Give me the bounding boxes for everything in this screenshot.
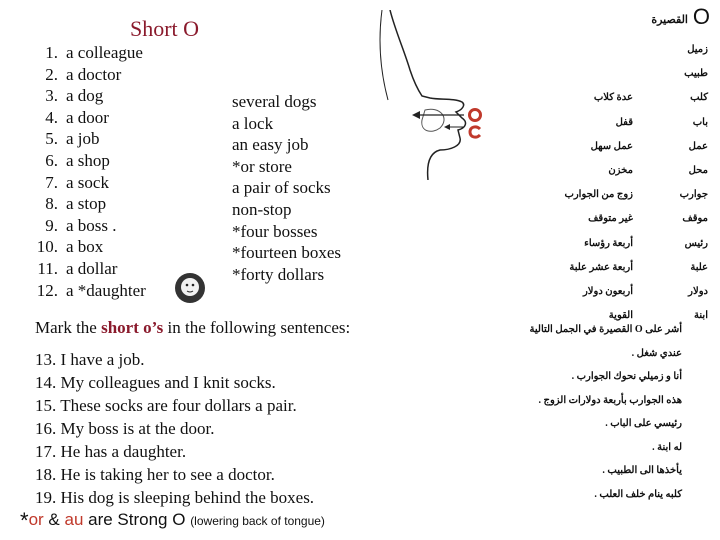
arabic-word: رئيس bbox=[684, 237, 708, 249]
word-number: 6. bbox=[45, 150, 58, 170]
mouth-profile-illustration bbox=[370, 10, 510, 180]
instruction-after: in the following sentences: bbox=[163, 318, 351, 337]
footnote-mid: are Strong O bbox=[83, 510, 191, 529]
arabic-list-item bbox=[564, 86, 708, 110]
word-list-item bbox=[30, 215, 180, 237]
arabic-phrase: مخزن bbox=[608, 164, 633, 176]
word-number: 11. bbox=[37, 258, 58, 278]
word-number: 4. bbox=[45, 107, 58, 127]
arabic-phrase: قفل bbox=[615, 116, 633, 128]
sentence: 14. My colleagues and I knit socks. bbox=[35, 373, 276, 392]
word-text: a shop bbox=[66, 150, 110, 170]
arrow-icon bbox=[412, 105, 472, 145]
arabic-list-item bbox=[564, 183, 708, 207]
word-text: a box bbox=[66, 237, 104, 257]
plural-item: a pair of socks bbox=[232, 178, 331, 198]
arabic-word: محل bbox=[688, 164, 708, 176]
sentence: 13. I have a job. bbox=[35, 350, 145, 369]
word-number: 12. bbox=[36, 280, 58, 300]
word-text: a boss . bbox=[66, 215, 117, 235]
sentence: 19. His dog is sleeping behind the boxes. bbox=[35, 488, 315, 507]
instruction bbox=[35, 318, 350, 338]
page-title: Short O bbox=[130, 16, 200, 41]
arabic-list-item bbox=[564, 135, 708, 159]
arabic-word-list bbox=[564, 38, 708, 328]
footnote bbox=[20, 508, 325, 534]
word-list-item bbox=[30, 280, 180, 302]
arabic-phrase: عدة كلاب bbox=[593, 92, 633, 104]
arabic-sentence: أشر على O القصيرة في الجمل التالية bbox=[529, 324, 682, 335]
arabic-list-item bbox=[564, 256, 708, 280]
sentence: 18. He is taking her to see a doctor. bbox=[35, 465, 275, 484]
arabic-sentence: رئيسي على الباب . bbox=[605, 418, 682, 429]
sentence: 17. He has a daughter. bbox=[35, 442, 187, 461]
arabic-word: جوارب bbox=[679, 189, 708, 201]
word-list-item bbox=[30, 150, 180, 172]
arabic-word: كلب bbox=[690, 92, 708, 104]
arabic-list-item bbox=[564, 111, 708, 135]
footnote-note: (lowering back of tongue) bbox=[190, 514, 325, 528]
sentence-list bbox=[35, 348, 314, 509]
instruction-highlight: short o’s bbox=[101, 318, 164, 337]
arabic-list-item bbox=[564, 159, 708, 183]
word-text: a dog bbox=[66, 86, 104, 106]
footnote-amp: & bbox=[43, 510, 65, 529]
arabic-phrase: أربعة عشر علبة bbox=[569, 261, 633, 273]
word-number: 7. bbox=[45, 172, 58, 192]
word-list-item bbox=[30, 258, 180, 280]
arabic-sentence: له ابنة . bbox=[652, 441, 682, 453]
arabic-sentence: عندي شغل . bbox=[631, 347, 682, 359]
word-list-item bbox=[30, 107, 180, 129]
arabic-word: دولار bbox=[688, 285, 708, 297]
word-number: 8. bbox=[45, 194, 58, 214]
word-number: 2. bbox=[45, 64, 58, 84]
word-list-item bbox=[30, 193, 180, 215]
word-text: a door bbox=[66, 107, 109, 127]
sentence: 16. My boss is at the door. bbox=[35, 419, 215, 438]
arabic-word: عمل bbox=[688, 140, 708, 152]
word-text: a job bbox=[66, 129, 100, 149]
arabic-sentence-list bbox=[530, 318, 682, 506]
footnote-or: or bbox=[28, 510, 44, 529]
arabic-word: طبيب bbox=[684, 68, 708, 80]
arabic-header-letter: O bbox=[692, 4, 710, 29]
instruction-before: Mark the bbox=[35, 318, 102, 337]
red-o-mark-icon bbox=[466, 104, 486, 144]
arabic-list-item bbox=[564, 38, 708, 62]
arabic-phrase: زوج من الجوارب bbox=[564, 189, 633, 201]
footnote-au: au bbox=[64, 510, 84, 529]
plural-item: *forty dollars bbox=[232, 264, 325, 284]
word-text: a sock bbox=[66, 172, 109, 192]
arabic-header: القصيرة bbox=[651, 14, 688, 26]
arabic-list-item bbox=[564, 280, 708, 304]
plural-item: *fourteen boxes bbox=[232, 243, 342, 263]
sentence: 15. These socks are four dollars a pair. bbox=[35, 396, 297, 415]
plural-item: *four bosses bbox=[232, 221, 318, 241]
word-list-item bbox=[30, 172, 180, 194]
arabic-word: باب bbox=[692, 116, 708, 128]
arabic-phrase: غير متوقف bbox=[588, 213, 633, 225]
word-list-item bbox=[30, 85, 180, 107]
word-text: a stop bbox=[66, 194, 107, 214]
arabic-list-item bbox=[564, 232, 708, 256]
footnote-star: * bbox=[20, 508, 29, 533]
word-number: 1. bbox=[45, 43, 58, 62]
arabic-list-item bbox=[564, 207, 708, 231]
word-number: 10. bbox=[36, 237, 58, 257]
arabic-word: زميل bbox=[687, 44, 708, 55]
word-text: a doctor bbox=[66, 64, 122, 84]
arabic-sentence: أنا و زميلي نحوك الجوارب . bbox=[571, 371, 682, 382]
plural-item: several dogs bbox=[232, 92, 317, 111]
word-list-item bbox=[30, 128, 180, 150]
arabic-sentence: كلبه ينام خلف العلب . bbox=[594, 488, 682, 500]
word-list bbox=[30, 42, 180, 301]
arabic-phrase: القوية bbox=[608, 310, 633, 322]
daughter-portrait-icon bbox=[170, 270, 210, 306]
arabic-sentence: يأخذها الى الطبيب . bbox=[602, 465, 682, 476]
arabic-phrase: أربعون دولار bbox=[582, 285, 633, 297]
arabic-word: علبة bbox=[690, 261, 708, 273]
word-number: 9. bbox=[45, 215, 58, 235]
word-list-item bbox=[30, 236, 180, 258]
arabic-word: موقف bbox=[682, 213, 708, 225]
word-list-item bbox=[30, 42, 180, 64]
arabic-word: ابنة bbox=[694, 310, 708, 322]
arabic-list-item bbox=[564, 62, 708, 86]
word-text: a colleague bbox=[66, 43, 143, 62]
plural-item: an easy job bbox=[232, 135, 309, 155]
word-number: 5. bbox=[45, 129, 58, 149]
plural-item: *or store bbox=[232, 156, 292, 176]
plural-item: a lock bbox=[232, 113, 274, 133]
word-text: a *daughter bbox=[66, 280, 146, 300]
arabic-sentence: هذه الجوارب بأربعة دولارات الزوج . bbox=[538, 394, 682, 406]
word-list-item bbox=[30, 64, 180, 86]
plural-item: non-stop bbox=[232, 199, 292, 219]
plural-list bbox=[232, 91, 341, 285]
word-number: 3. bbox=[45, 86, 58, 106]
arabic-phrase: عمل سهل bbox=[590, 140, 633, 152]
word-text: a dollar bbox=[66, 258, 118, 278]
arabic-phrase: أربعة رؤساء bbox=[584, 237, 633, 249]
